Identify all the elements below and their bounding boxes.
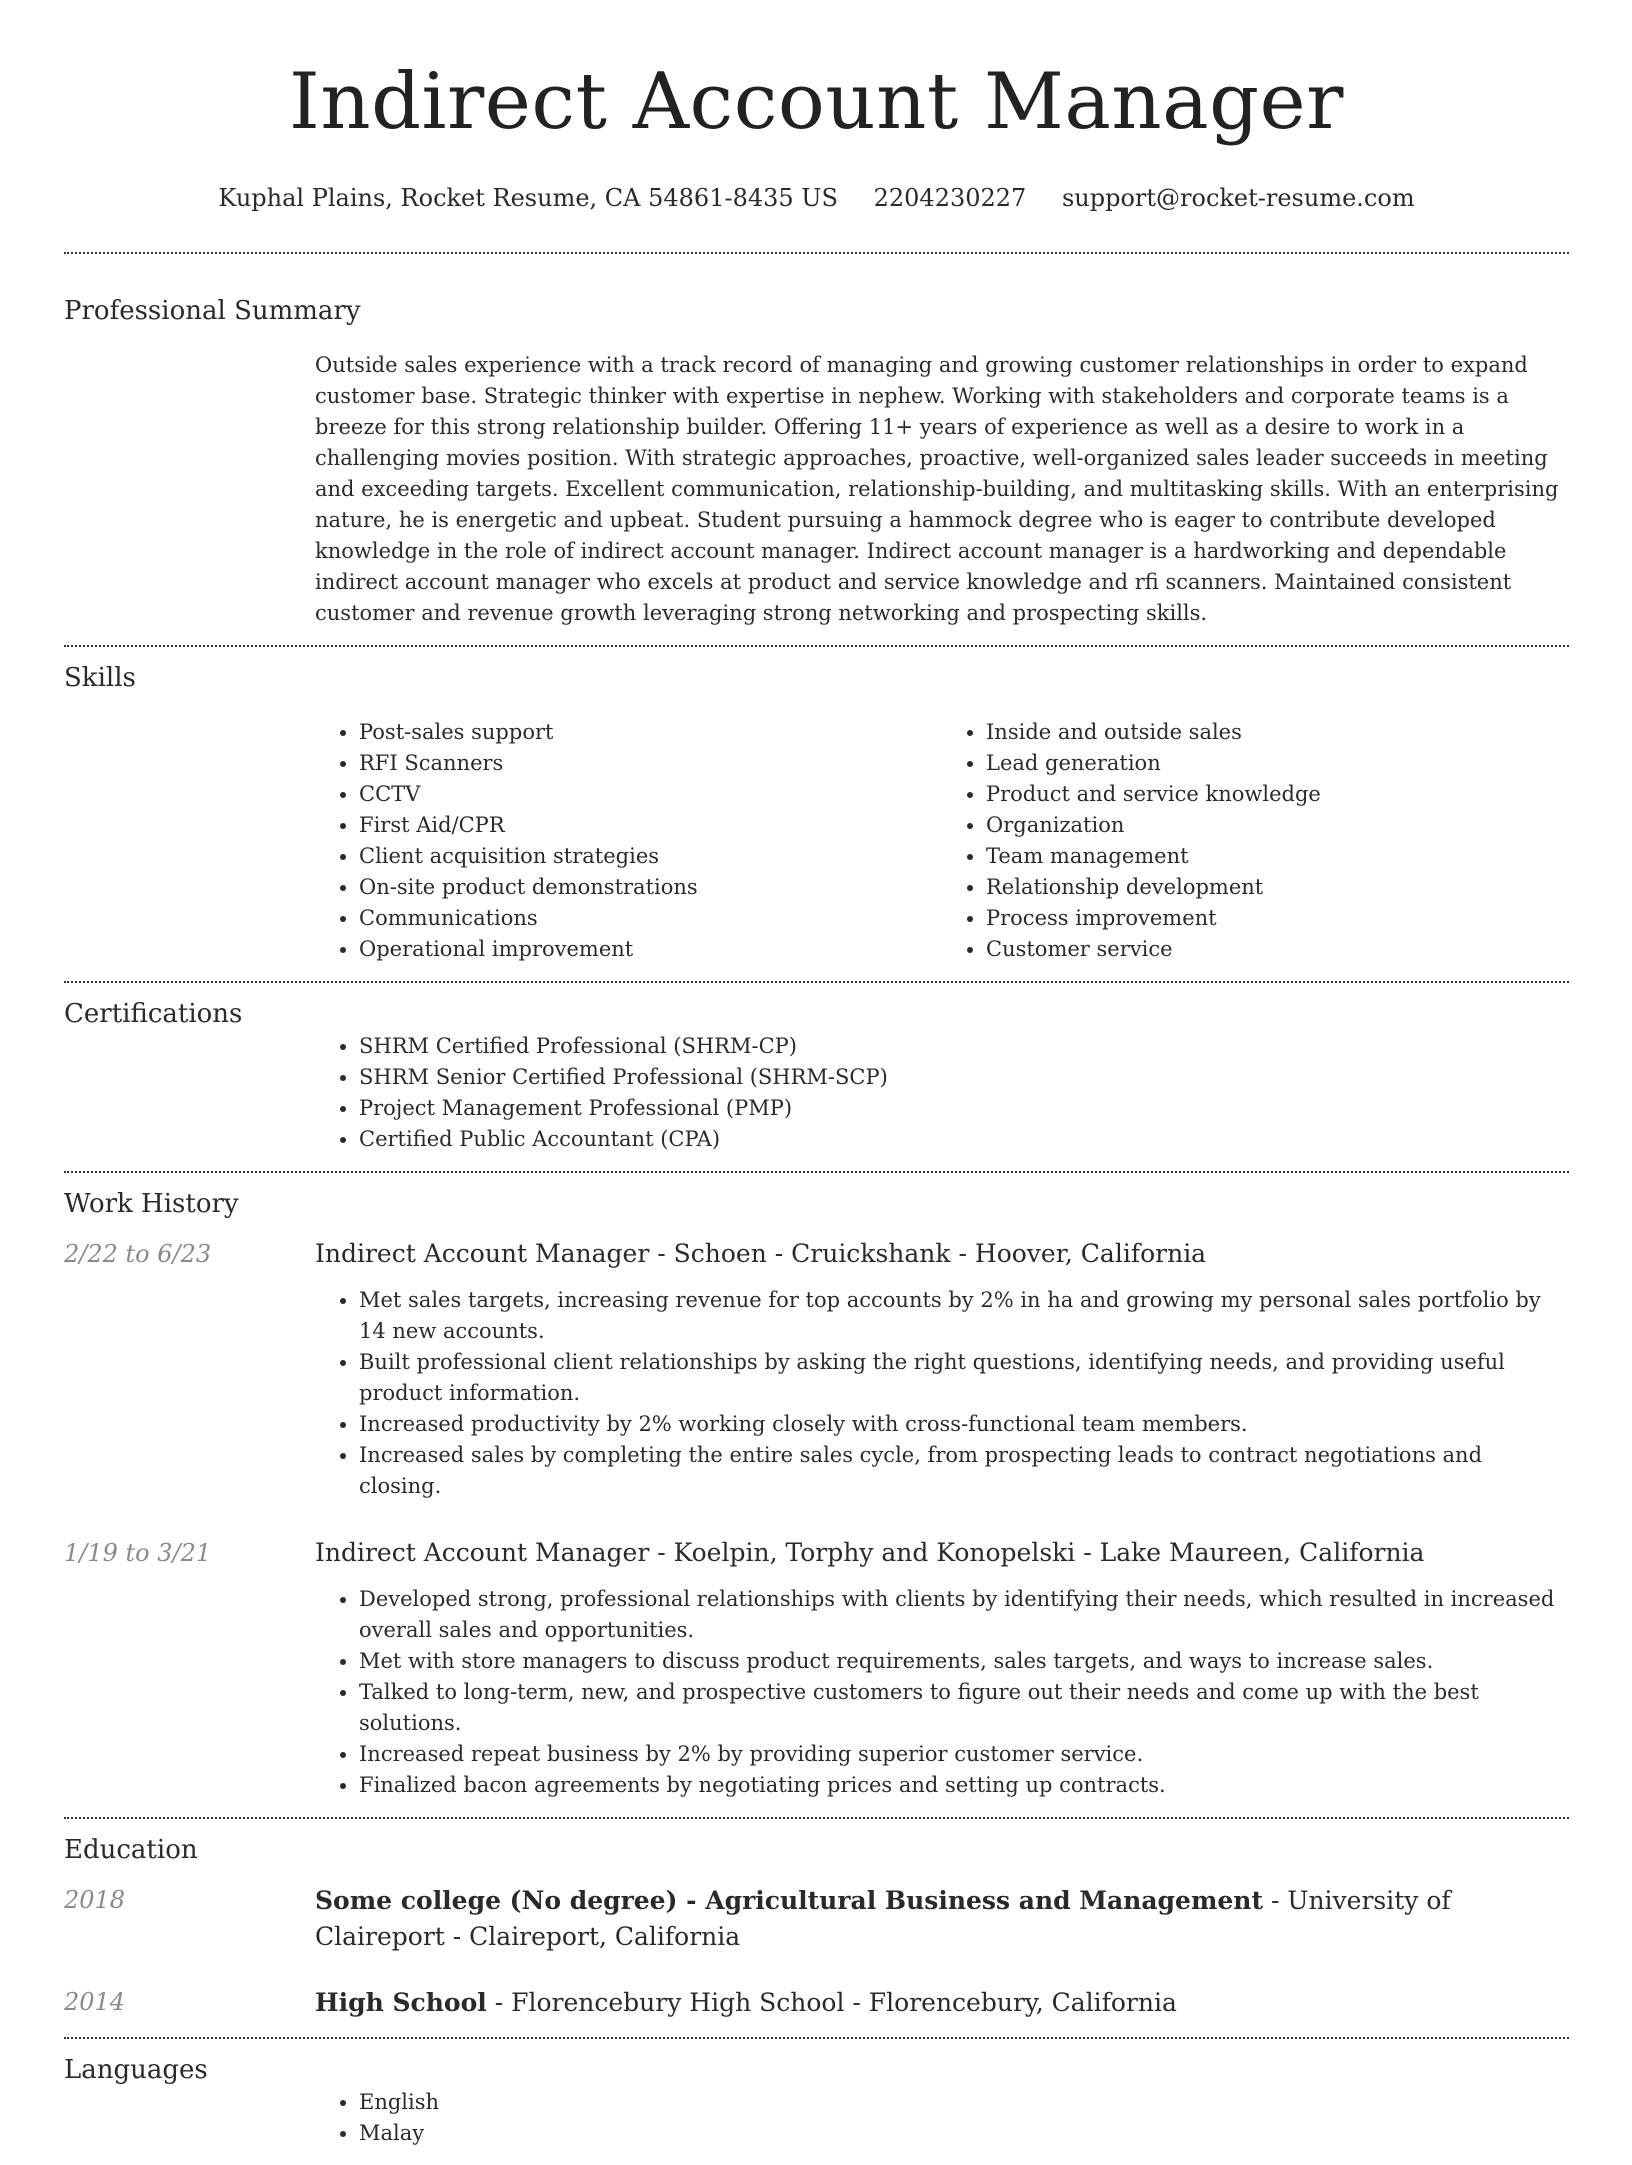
resume-page [64,0,1569,2165]
languages-section [64,2039,1569,2165]
list-item: • Increased productivity by 2% working closely with cross-functional team members. [359,1409,1569,1440]
summary-text: Outside sales experience with a track record of managing and growing customer relationships in order to expand customer base. Strategic thinker with expertise in nephew. Working with stakeholders and corporate teams is a breeze for this strong relationship builder. Offering 11+ years of experience as well as a desire to work in a challenging movies position. With strategic approaches, proactive, well-organized sales leader succeeds in meeting and exceeding targets. Excellent communication, relationship-building, and multitasking skills. With an enterprising nature, he is energetic and upbeat. Student pursuing a hammock degree who is eager to contribute developed knowledge in the role of indirect account manager. Indirect account manager is a hardworking and dependable indirect account manager who excels at product and service knowledge and rfi scanners. Maintained consistent customer and revenue growth leveraging strong networking and prospecting skills. [315,353,1559,625]
job-title: Indirect Account Manager - Schoen - Cruickshank - Hoover, California [315,1239,1207,1268]
education-year: 2014 [64,1988,126,2016]
list-item: • First Aid/CPR [359,810,942,841]
list-item: • Relationship development [986,872,1569,903]
education-school: - Florencebury High School - Florencebury, California [486,1988,1177,2017]
education-entry [64,1883,1569,1955]
education-degree: Some college (No degree) - Agricultural Business and Management [315,1886,1264,1915]
skills-section [64,647,1569,981]
work-history-section [64,1173,1569,1817]
list-item: • Project Management Professional (PMP) [359,1093,1569,1124]
list-item: • Client acquisition strategies [359,841,942,872]
list-item: • SHRM Certified Professional (SHRM-CP) [359,1031,1569,1062]
education-heading: Education [64,1835,198,1865]
list-item: • Met sales targets, increasing revenue for top accounts by 2% in ha and growing my personal sales portfolio by 14 new accounts. [359,1285,1569,1347]
contact-address: Kuphal Plains, Rocket Resume, CA 54861-8435 US [218,184,838,212]
list-item: • Communications [359,903,942,934]
list-item: • Customer service [986,934,1569,965]
list-item: • Increased sales by completing the entire sales cycle, from prospecting leads to contract negotiations and closing. [359,1440,1569,1502]
list-item: • On-site product demonstrations [359,872,942,903]
list-item: • Organization [986,810,1569,841]
list-item: • Lead generation [986,748,1569,779]
education-entry [64,1985,1569,2021]
list-item: • RFI Scanners [359,748,942,779]
contact-phone: 2204230227 [873,184,1027,212]
skills-heading: Skills [64,663,136,693]
list-item: • Met with store managers to discuss product requirements, sales targets, and ways to increase sales. [359,1646,1569,1677]
languages-heading: Languages [64,2055,208,2085]
list-item: • Inside and outside sales [986,717,1569,748]
list-item: • Developed strong, professional relationships with clients by identifying their needs, which resulted in increased overall sales and opportunities. [359,1584,1569,1646]
list-item: • Operational improvement [359,934,942,965]
education-degree: High School [315,1988,487,2017]
contact-line [64,182,1569,214]
job-title: Indirect Account Manager - Koelpin, Torphy and Konopelski - Lake Maureen, California [315,1538,1425,1567]
education-section [64,1819,1569,2037]
job-dates: 2/22 to 6/23 [64,1240,212,1268]
job-bullets [315,1584,1569,1801]
job-entry [64,1536,1569,1801]
certifications-section [64,983,1569,1171]
list-item: • Team management [986,841,1569,872]
list-item: • Process improvement [986,903,1569,934]
languages-list [315,2087,1569,2149]
job-dates: 1/19 to 3/21 [64,1539,212,1567]
list-item: • Finalized bacon agreements by negotiating prices and setting up contracts. [359,1770,1569,1801]
education-school: - University of Claireport - Claireport, California [315,1886,1451,1951]
work-history-heading: Work History [64,1189,239,1219]
list-item: • Post-sales support [359,717,942,748]
list-item: • CCTV [359,779,942,810]
job-bullets [315,1285,1569,1502]
list-item: • Malay [359,2118,1569,2149]
list-item: • Increased repeat business by 2% by providing superior customer service. [359,1739,1569,1770]
summary-heading: Professional Summary [64,296,361,326]
skills-list-right [942,717,1569,965]
resume-title: Indirect Account Manager [289,57,1344,147]
list-item: • Talked to long-term, new, and prospective customers to figure out their needs and come up with the best solutions. [359,1677,1569,1739]
list-item: • Product and service knowledge [986,779,1569,810]
list-item: • Built professional client relationships by asking the right questions, identifying needs, and providing useful product information. [359,1347,1569,1409]
summary-section [64,254,1569,645]
list-item: • Certified Public Accountant (CPA) [359,1124,1569,1155]
job-entry [64,1237,1569,1502]
list-item: • English [359,2087,1569,2118]
certifications-heading: Certifications [64,999,243,1029]
list-item: • SHRM Senior Certified Professional (SHRM-SCP) [359,1062,1569,1093]
education-year: 2018 [64,1886,126,1914]
certifications-list [315,1031,1569,1155]
contact-email: support@rocket-resume.com [1061,184,1415,212]
skills-list-left [315,717,942,965]
